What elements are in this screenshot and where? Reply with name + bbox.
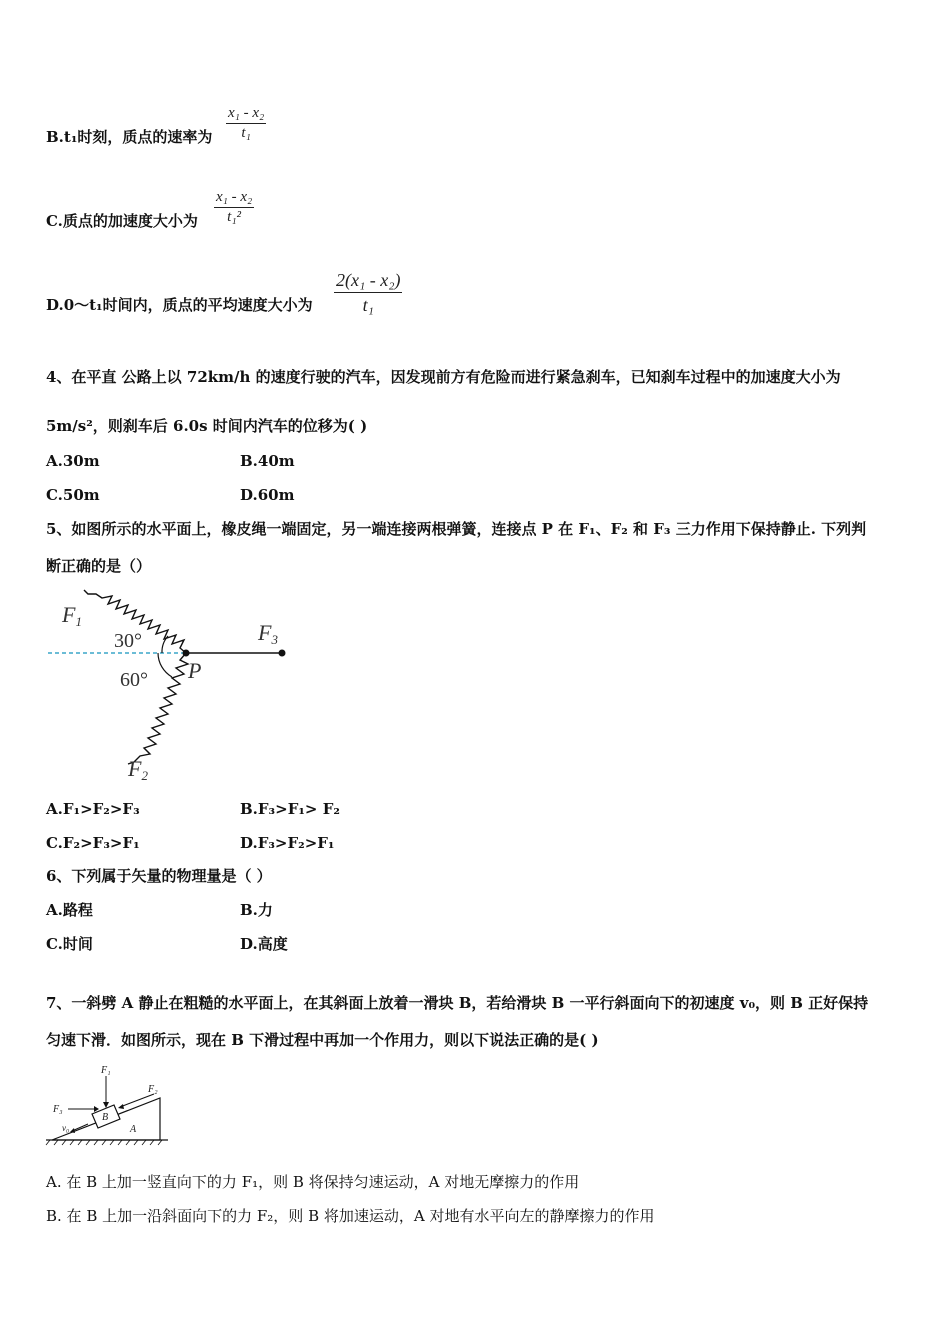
- q5-option-c: C.F₂>F₃>F₁: [46, 834, 140, 852]
- q6-option-b: B.力: [240, 901, 273, 919]
- q3-option-b-fraction: [226, 104, 266, 143]
- q7-stem-line1: 7、一斜劈 A 静止在粗糙的水平面上，在其斜面上放着一滑块 B，若给滑块 B 一平行斜面向下的初速度 v₀，则 B 正好保持: [46, 994, 869, 1012]
- q7-option-a: A. 在 B 上加一竖直向下的力 F₁，则 B 将保持匀速运动，A 对地无摩擦力的作用: [46, 1173, 580, 1191]
- q4-option-d: D.60m: [240, 486, 295, 504]
- f1-label: F₁: [101, 1065, 111, 1076]
- q4-stem-line1: 4、在平直 公路上以 72km/h 的速度行驶的汽车，因发现前方有危险而进行紧急刹车，已知刹车过程中的加速度大小为: [46, 368, 841, 386]
- q7-stem-line2: 匀速下滑．如图所示，现在 B 下滑过程中再加一个作用力，则以下说法正确的是( ): [46, 1031, 599, 1049]
- angle-30-label: 30°: [114, 630, 142, 652]
- point-p-label: P: [188, 658, 202, 683]
- q3-option-c-text: C.质点的加速度大小为: [46, 212, 198, 230]
- q6-option-a: A.路程: [46, 901, 93, 919]
- fraction-numerator: 2(x₁ - x₂): [334, 268, 402, 293]
- fraction-denominator: t₁²: [227, 209, 242, 225]
- q4-option-a: A.30m: [46, 452, 100, 470]
- q4-stem-line2: 5m/s²，则刹车后 6.0s 时间内汽车的位移为( ): [46, 417, 368, 435]
- q3-option-b-text: B.t₁时刻，质点的速率为: [46, 128, 213, 146]
- q6-stem: 6、下列属于矢量的物理量是（ ）: [46, 867, 272, 885]
- q5-option-d: D.F₃>F₂>F₁: [240, 834, 335, 852]
- fraction-denominator: t₁: [362, 295, 374, 315]
- f3-label: F3: [258, 620, 278, 647]
- q7-incline-diagram: [44, 1062, 174, 1148]
- fraction-numerator: x₁ - x₂: [214, 188, 254, 208]
- q6-option-c: C.时间: [46, 935, 93, 953]
- v0-label: v₀: [62, 1123, 70, 1133]
- f2-arrow: [120, 1094, 154, 1107]
- f2-label: F₂: [148, 1084, 158, 1095]
- fraction-numerator: x₁ - x₂: [226, 104, 266, 124]
- q5-stem-line1: 5、如图所示的水平面上，橡皮绳一端固定，另一端连接两根弹簧，连接点 P 在 F₁、F₂ 和 F₃ 三力作用下保持静止. 下列判: [46, 520, 867, 538]
- q3-option-d-text: D.0～t₁时间内，质点的平均速度大小为: [46, 296, 313, 314]
- f3-label: F₃: [53, 1104, 63, 1115]
- ground-hatch: [46, 1140, 162, 1145]
- f2-label: F2: [128, 756, 148, 783]
- q4-option-b: B.40m: [240, 452, 295, 470]
- q6-option-d: D.高度: [240, 935, 288, 953]
- f2-arrowhead: [118, 1104, 124, 1109]
- q7-option-b: B. 在 B 上加一沿斜面向下的力 F₂，则 B 将加速运动，A 对地有水平向左的静摩擦力的作用: [46, 1207, 655, 1225]
- q5-option-a: A.F₁>F₂>F₃: [46, 800, 140, 818]
- angle-60-arc: [158, 653, 172, 677]
- q3-option-d-fraction: [334, 268, 402, 317]
- fraction-denominator: t₁: [241, 125, 251, 141]
- rope-end-point: [279, 650, 286, 657]
- q5-option-b: B.F₃>F₁> F₂: [240, 800, 340, 818]
- q3-option-c-fraction: [214, 188, 254, 227]
- wedge-a-label: A: [130, 1124, 137, 1135]
- block-b-label: B: [102, 1112, 109, 1123]
- q4-option-c: C.50m: [46, 486, 100, 504]
- f1-label: F1: [62, 602, 82, 629]
- q5-spring-diagram: [44, 588, 304, 788]
- angle-60-label: 60°: [120, 669, 148, 691]
- q5-stem-line2: 断正确的是（）: [46, 557, 152, 575]
